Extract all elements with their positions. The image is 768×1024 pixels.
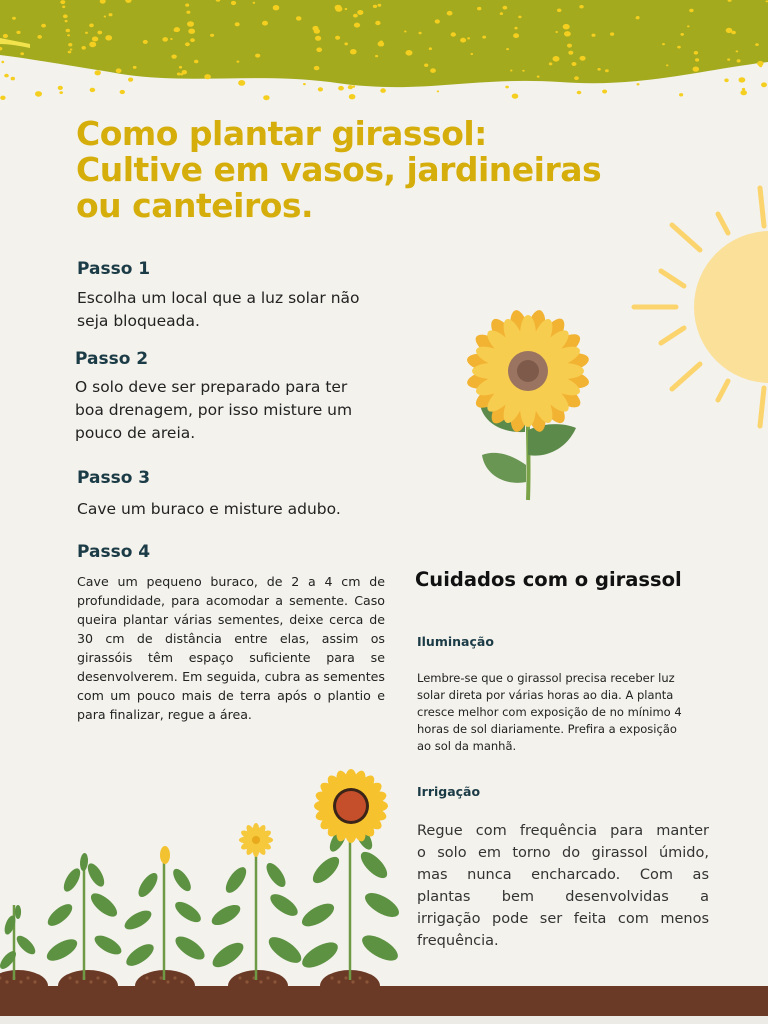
soil-grain — [180, 980, 183, 983]
soil-grain — [145, 976, 148, 979]
title-line: Cultive em vasos, jardineiras — [76, 150, 602, 189]
title-line: ou canteiros. — [76, 186, 314, 225]
text-line: mas nunca encharcado. Com as — [417, 867, 709, 883]
leaf — [222, 864, 250, 896]
soil-grain — [259, 980, 262, 983]
leaf — [14, 933, 38, 957]
leaf — [267, 890, 301, 920]
soil-grain — [89, 980, 92, 983]
flower-center — [252, 836, 260, 844]
soil-grain — [96, 976, 99, 979]
leaf — [358, 930, 401, 965]
leaf — [87, 889, 121, 920]
soil-grain — [344, 976, 347, 979]
soil-grain — [330, 976, 333, 979]
text-line: Escolha um local que a luz solar não — [77, 289, 360, 307]
leaf — [298, 937, 341, 972]
soil-grain — [245, 980, 248, 983]
leaf — [298, 899, 337, 931]
text-line: frequência. — [417, 933, 499, 949]
leaf — [85, 861, 108, 889]
title-line: Como plantar girassol: — [76, 114, 487, 153]
leaf — [44, 935, 81, 965]
leaf — [309, 853, 344, 888]
text-line: boa drenagem, por isso misture um — [75, 401, 353, 419]
soil-grain — [19, 980, 22, 983]
soil-grain — [152, 980, 155, 983]
bottom-strip — [0, 1016, 768, 1024]
leaf — [135, 870, 161, 900]
text-line: solar direta por várias horas ao dia. A planta — [417, 688, 674, 702]
full-sunflower — [314, 769, 388, 843]
leaf — [2, 914, 17, 936]
text-line: Cave um buraco e misture adubo. — [77, 500, 341, 518]
leaf — [79, 853, 88, 872]
soil-grain — [33, 980, 36, 983]
soil-grain — [238, 976, 241, 979]
step-2-heading: Passo 2 — [75, 349, 149, 369]
plants-group — [0, 769, 403, 1002]
text-line: Lembre-se que o girassol precisa receber luz — [417, 671, 675, 685]
text-line: o solo em torno do girassol úmido, — [417, 845, 709, 861]
soil-grain — [159, 976, 162, 979]
text-line: cresce melhor com exposição de no mínimo 4 — [417, 705, 682, 719]
soil-grain — [75, 980, 78, 983]
leaf — [122, 907, 155, 933]
soil-mound — [228, 970, 288, 1002]
leaf — [61, 866, 84, 894]
soil-grain — [351, 980, 354, 983]
step-4-heading: Passo 4 — [77, 542, 151, 562]
soil-grain — [26, 976, 29, 979]
text-line: O solo deve ser preparado para ter — [75, 378, 348, 396]
leaf — [44, 900, 75, 929]
soil-mound — [58, 970, 118, 1002]
soil-grain — [358, 976, 361, 979]
leaf — [123, 940, 157, 970]
leaf — [172, 898, 204, 926]
text-line: horas de sol diariamente. Prefira a exposição — [417, 722, 677, 736]
irrigation-heading: Irrigação — [417, 784, 481, 799]
leaf — [357, 848, 392, 883]
soil-grain — [273, 980, 276, 983]
text-line: pouco de areia. — [75, 424, 196, 442]
leaf — [209, 901, 244, 929]
leaf — [209, 938, 248, 972]
soil-grain — [266, 976, 269, 979]
leaf — [172, 932, 208, 964]
text-line: seja bloqueada. — [77, 312, 200, 330]
soil-grain — [365, 980, 368, 983]
text-line: irrigação pode ser feita com menos — [417, 911, 709, 927]
soil-grain — [337, 980, 340, 983]
soil-grain — [5, 980, 8, 983]
flower-center — [336, 791, 366, 821]
text-line: Regue com frequência para manter — [417, 823, 709, 839]
leaf — [265, 932, 306, 967]
small-flower — [239, 823, 273, 857]
lighting-heading: Iluminação — [417, 634, 494, 649]
soil-grain — [173, 976, 176, 979]
leaf — [170, 866, 194, 894]
leaf — [92, 932, 125, 958]
step-3-heading: Passo 3 — [77, 468, 151, 488]
leaf — [263, 860, 289, 890]
soil-grain — [166, 980, 169, 983]
step-4-text: Cave um pequeno buraco, de 2 a 4 cm de profundidade, para acomodar a semente. Caso queira plantar várias sementes, deixe cerca de 30 cm de distância entre elas, assim os girassóis têm espaço suficiente para se desenvolverem. Em seguida, cubra as sementes com um pouco mais de terra após o plantio e para finalizar, regue a área. — [77, 574, 385, 722]
step-1-heading: Passo 1 — [77, 259, 151, 279]
soil-grain — [68, 976, 71, 979]
soil-grain — [103, 980, 106, 983]
flower-bud — [160, 846, 170, 864]
text-line: plantas bem desenvolvidas a — [417, 889, 709, 905]
care-title: Cuidados com o girassol — [415, 568, 682, 591]
text-line: ao sol da manhã. — [417, 739, 517, 753]
leaf — [15, 905, 21, 919]
leaf — [361, 888, 402, 921]
leaf — [0, 948, 19, 971]
